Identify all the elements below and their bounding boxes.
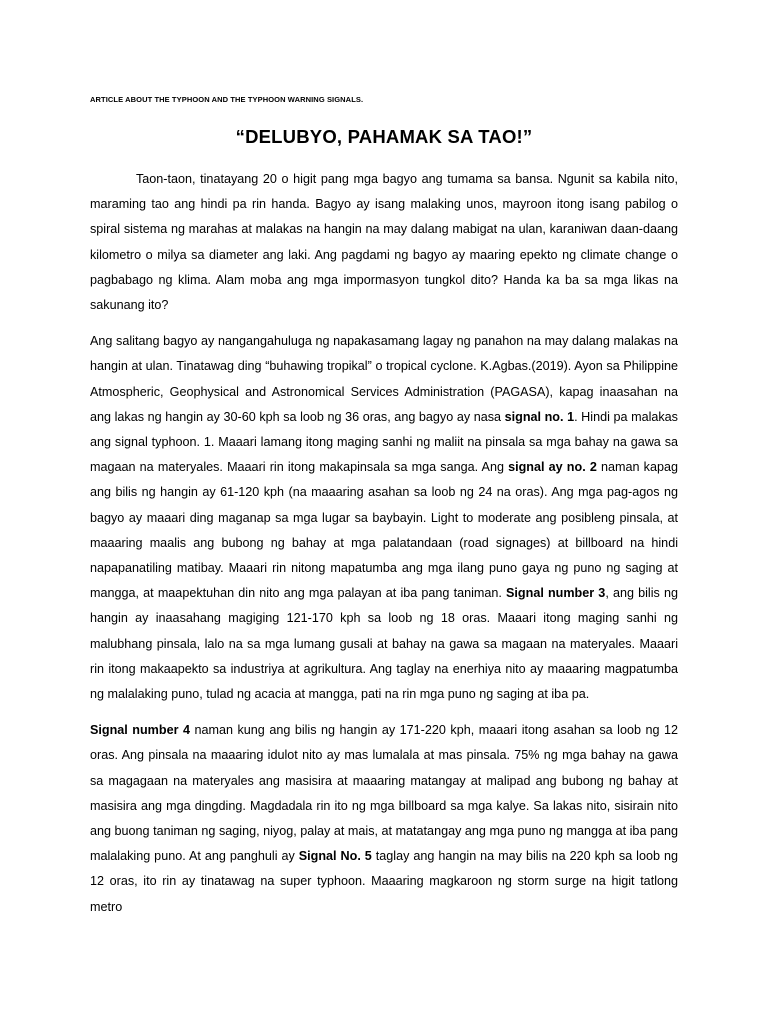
article-title: “DELUBYO, PAHAMAK SA TAO!”	[235, 126, 533, 147]
bold-signal-1: signal no. 1	[504, 409, 575, 424]
paragraph-text: Ang salitang bagyo ay nangangahuluga ng napakasamang lagay ng panahon na may dalang malakas na hangin at ulan. Tinatawag ding “buhawing tropikal” o tropical cyclone. K.Agbas.(2019). Ayon sa Philippine Atmospheric, Geophysical and Astronomical Services Administration (PAGASA), kapag inaasahan na ang lakas ng hangin ay 30-60 kph sa loob ng 36 oras, ang bagyo ay nasa	[90, 334, 678, 424]
bold-signal-2: signal ay no. 2	[508, 460, 597, 475]
paragraph-signals-1-3	[90, 329, 678, 707]
bold-signal-5: Signal No. 5	[298, 849, 372, 864]
article-header-label: ARTICLE ABOUT THE TYPHOON AND THE TYPHOON WARNING SIGNALS.	[90, 95, 364, 104]
paragraph-text: . Hindi pa malakas ang signal typhoon. 1. Maaari lamang itong maging sanhi ng maliit na pinsala sa mga bahay na gawa sa magaan na materyales. Maaari rin itong makapinsala sa mga sanga. Ang	[90, 409, 678, 475]
bold-signal-3: Signal number 3	[506, 586, 606, 601]
paragraph-text: naman kapag ang bilis ng hangin ay 61-120 kph (na maaaring asahan sa loob ng 24 na oras). Ang mga pag-agos ng bagyo ay maaari ding maganap sa mga lugar sa baybayin. Light to moderate ang posibleng pinsala, at maaaring maalis ang bubong ng bahay at mga palatandaan (road signages) at billboard na hindi napapanatiling matibay. Maaari rin nitong mapatumba ang mga ilang puno gaya ng puno ng saging at mangga, at maapektuhan din nito ang mga palayan at iba pang taniman.	[90, 460, 678, 601]
paragraph-text: taglay ang hangin na may bilis na 220 kph sa loob ng 12 oras, ito rin ay tinatawag na super typhoon. Maaaring magkaroon ng storm surge na higit tatlong metro	[90, 849, 678, 914]
paragraph-text: , ang bilis ng hangin ay inaasahang magiging 121-170 kph sa loob ng 18 oras. Maaari itong maging sanhi ng malubhang pinsala, lalo na sa mga lumang gusali at bahay na gawa sa magaan na materyales. Maaari rin itong makaapekto sa industriya at agrikultura. Ang taglay na enerhiya nito ay maaaring magpatumba ng malalaking puno, tulad ng acacia at mangga, pati na rin mga puno ng saging at iba pa.	[90, 586, 678, 702]
paragraph-signals-4-5	[90, 718, 678, 920]
paragraph-intro: Taon-taon, tinatayang 20 o higit pang mga bagyo ang tumama sa bansa. Ngunit sa kabila nito, maraming tao ang hindi pa rin handa. Bagyo ay isang malaking unos, mayroon itong isang pabilog o spiral sistema ng marahas at malakas na hangin na may dalang mabigat na ulan, karaniwan daan-daang kilometro o milya sa diameter ang laki. Ang pagdami ng bagyo ay maaring epekto ng climate change o pagbabago ng klima. Alam moba ang mga impormasyon tungkol dito? Handa ka ba sa mga likas na sakunang ito?	[90, 172, 678, 313]
bold-signal-4: Signal number 4	[90, 723, 190, 738]
paragraph-text: naman kung ang bilis ng hangin ay 171-220 kph, maaari itong asahan sa loob ng 12 oras. Ang pinsala na maaaring idulot nito ay mas lumalala at mas pinsala. 75% ng mga bahay na gawa sa magagaan na materyales ang masisira at maaaring matangay at malipad ang bubong ng bahay at masisira ang mga dingding. Magdadala rin ito ng mga billboard sa mga kalye. Sa lakas nito, sisirain nito ang buong taniman ng saging, niyog, palay at mais, at matatangay ang mga puno ng mangga at iba pang malalaking puno. At ang panghuli ay	[90, 723, 678, 864]
